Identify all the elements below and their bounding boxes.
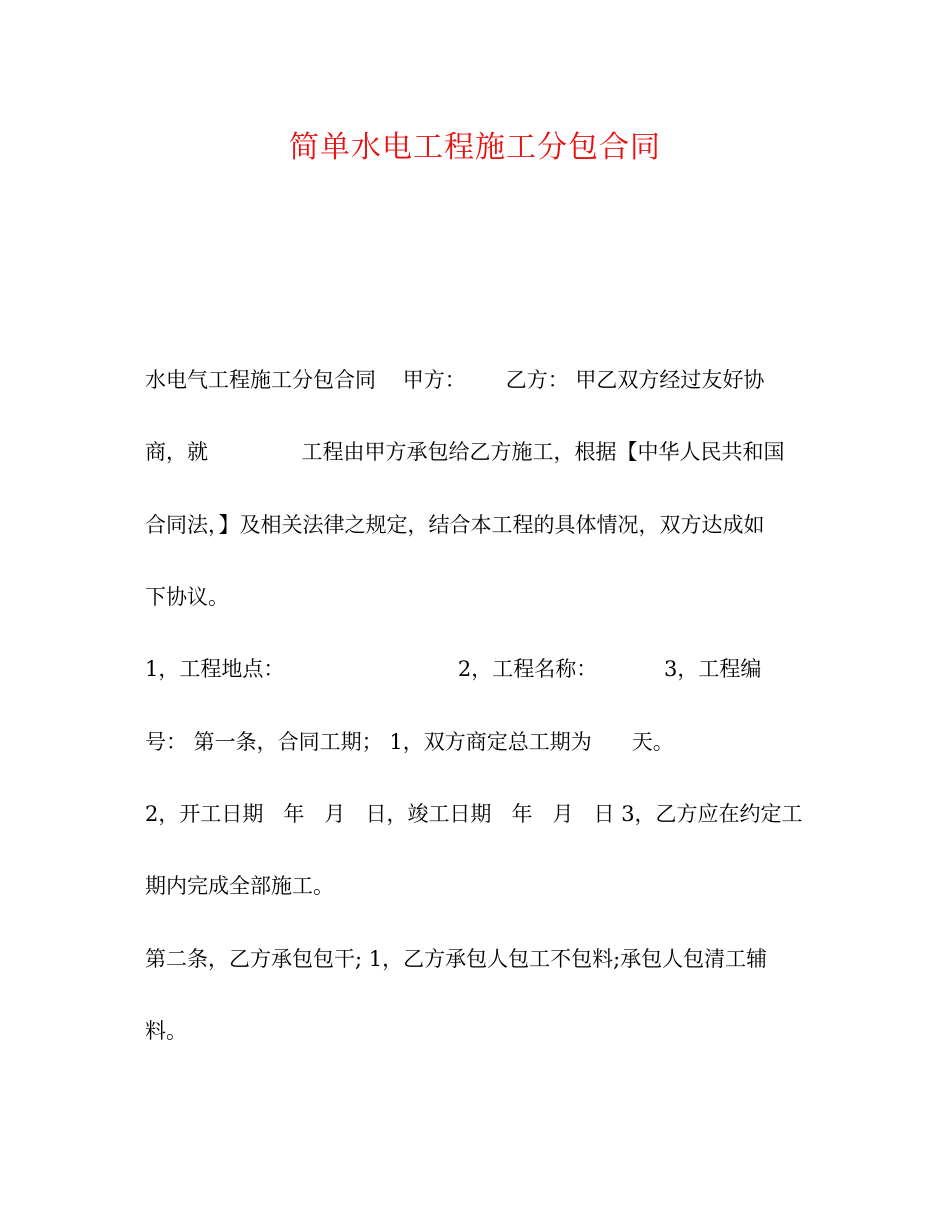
body-line-7: 2，开工日期 年 月 日，竣工日期 年 月 日 3，乙方应在约定工 (145, 802, 803, 826)
body-line-2: 商，就 工程由甲方承包给乙方施工，根据【中华人民共和国 (145, 440, 785, 464)
body-line-1: 水电气工程施工分包合同 甲方： 乙方： 甲乙双方经过友好协 (145, 368, 765, 392)
body-line-9: 第二条，乙方承包包干; 1，乙方承包人包工不包料;承包人包清工辅 (145, 947, 768, 971)
document-title: 简单水电工程施工分包合同 (289, 130, 661, 165)
body-line-4: 下协议。 (145, 585, 229, 609)
body-line-10: 料。 (145, 1019, 187, 1043)
body-line-3: 合同法，】及相关法律之规定，结合本工程的具体情况，双方达成如 (145, 513, 765, 537)
body-line-8: 期内完成全部施工。 (145, 874, 334, 898)
body-line-5: 1，工程地点： 2，工程名称： 3，工程编 (145, 657, 762, 681)
body-line-6: 号： 第一条，合同工期； 1，双方商定总工期为 天。 (145, 730, 674, 754)
